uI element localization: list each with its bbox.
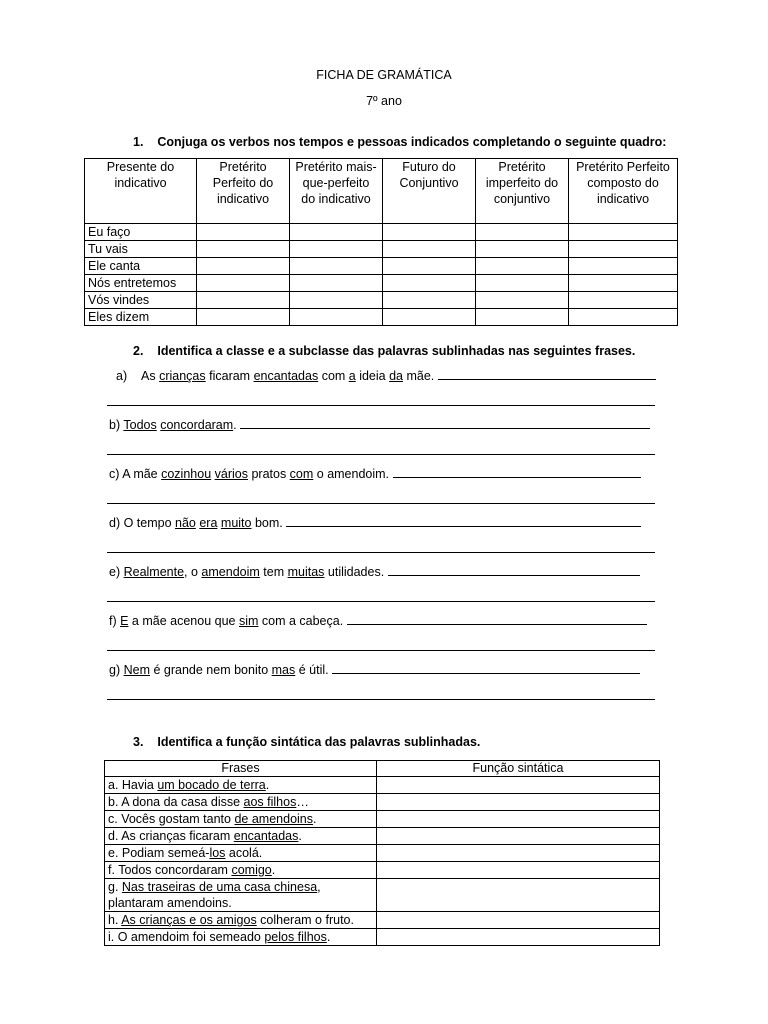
sentence-e <box>109 564 640 579</box>
text: bom. <box>251 516 283 530</box>
table-row <box>85 258 678 275</box>
underlined-word: vários <box>214 467 248 481</box>
underlined-word: a <box>348 369 356 383</box>
grade-label: 7º ano <box>366 94 402 108</box>
underlined-word: não <box>175 516 196 530</box>
question-2-number: 2. <box>133 344 144 358</box>
underlined-phrase: As crianças e os amigos <box>121 913 257 927</box>
sentence-cell <box>105 794 377 811</box>
text: a mãe acenou que <box>128 614 239 628</box>
answer-cell[interactable] <box>476 241 569 258</box>
text: . <box>271 863 276 877</box>
answer-line[interactable] <box>107 650 655 651</box>
col-header-frases: Frases <box>105 761 377 777</box>
question-3-text: Identifica a função sintática das palavras sublinhadas. <box>157 735 481 749</box>
answer-cell[interactable] <box>197 224 290 241</box>
question-1-text: Conjuga os verbos nos tempos e pessoas indicados completando o seguinte quadro: <box>157 135 667 149</box>
underlined-phrase: comigo <box>231 863 272 877</box>
underlined-word: E <box>120 614 129 628</box>
answer-cell[interactable] <box>197 275 290 292</box>
text: colheram o fruto. <box>256 913 354 927</box>
answer-line[interactable] <box>332 662 640 674</box>
answer-cell[interactable] <box>290 241 383 258</box>
text: . <box>233 418 237 432</box>
text: plantaram amendoins. <box>108 896 232 910</box>
sentence-cell <box>105 777 377 794</box>
answer-cell[interactable] <box>377 862 660 879</box>
underlined-phrase: aos filhos <box>243 795 297 809</box>
underlined-word: crianças <box>159 369 206 383</box>
answer-cell[interactable] <box>383 275 476 292</box>
answer-cell[interactable] <box>377 811 660 828</box>
worksheet-title: FICHA DE GRAMÁTICA <box>316 68 452 82</box>
sentence-cell <box>105 912 377 929</box>
item-label: g) <box>109 663 124 677</box>
answer-cell[interactable] <box>377 845 660 862</box>
syntactic-function-table <box>104 760 660 946</box>
text: utilidades. <box>324 565 385 579</box>
sentence-cell <box>105 845 377 862</box>
answer-cell[interactable] <box>290 292 383 309</box>
sentence-cell <box>105 929 377 946</box>
row-label: Nós entretemos <box>85 275 197 292</box>
item-label: f) <box>109 614 121 628</box>
item-label: e) <box>109 565 124 579</box>
text: o amendoim. <box>313 467 390 481</box>
sentence-b <box>109 417 650 432</box>
item-label: c) A mãe <box>109 467 162 481</box>
answer-line[interactable] <box>107 601 655 602</box>
answer-cell[interactable] <box>383 309 476 326</box>
underlined-phrase: encantadas <box>233 829 299 843</box>
question-1 <box>133 135 666 149</box>
answer-cell[interactable] <box>383 241 476 258</box>
text: As <box>141 369 160 383</box>
answer-cell[interactable] <box>377 794 660 811</box>
item-label: a) <box>116 369 128 383</box>
answer-cell[interactable] <box>383 224 476 241</box>
underlined-word: da <box>389 369 403 383</box>
item-label: b) <box>109 418 124 432</box>
sentence-g <box>109 662 640 677</box>
underlined-phrase: de amendoins <box>234 812 313 826</box>
underlined-word: Nem <box>123 663 150 677</box>
sentence-cell <box>105 879 377 912</box>
answer-cell[interactable] <box>290 275 383 292</box>
underlined-word: com <box>289 467 314 481</box>
answer-cell[interactable] <box>197 241 290 258</box>
sentence-a <box>116 368 656 383</box>
answer-cell[interactable] <box>197 258 290 275</box>
answer-cell[interactable] <box>569 224 678 241</box>
underlined-word: encantadas <box>253 369 319 383</box>
question-3 <box>133 735 480 749</box>
text: . <box>326 930 331 944</box>
col-header: Pretérito mais-que-perfeito do indicativo <box>290 159 383 224</box>
row-label: Vós vindes <box>85 292 197 309</box>
underlined-word: muito <box>220 516 252 530</box>
answer-line[interactable] <box>107 454 655 455</box>
text: é grande nem bonito <box>150 663 272 677</box>
answer-cell[interactable] <box>290 309 383 326</box>
item-label: d) O tempo <box>109 516 175 530</box>
row-label: Eles dizem <box>85 309 197 326</box>
text: é útil. <box>295 663 329 677</box>
text: tem <box>259 565 288 579</box>
answer-cell[interactable] <box>197 309 290 326</box>
conjugation-table <box>84 158 678 326</box>
text: mãe. <box>403 369 435 383</box>
text: f. Todos concordaram <box>108 863 232 877</box>
answer-cell[interactable] <box>476 224 569 241</box>
answer-cell[interactable] <box>569 258 678 275</box>
table-row <box>105 862 660 879</box>
row-label: Ele canta <box>85 258 197 275</box>
question-3-number: 3. <box>133 735 144 749</box>
text: , o <box>184 565 202 579</box>
underlined-phrase: pelos filhos <box>264 930 327 944</box>
col-header: Futuro do Conjuntivo <box>383 159 476 224</box>
col-header: Pretérito Perfeito composto do indicativo <box>569 159 678 224</box>
text: . <box>265 778 270 792</box>
table-row <box>105 879 660 912</box>
text: , <box>317 880 321 894</box>
sentence-f <box>109 613 647 628</box>
row-label: Eu faço <box>85 224 197 241</box>
table-row <box>85 275 678 292</box>
answer-line[interactable] <box>107 699 655 700</box>
text: i. O amendoim foi semeado <box>108 930 265 944</box>
table-row <box>85 224 678 241</box>
table-header-row <box>105 761 660 777</box>
text: . <box>313 812 317 826</box>
underlined-word: era <box>199 516 218 530</box>
table-row <box>85 309 678 326</box>
answer-line[interactable] <box>107 503 655 504</box>
text: d. As crianças ficaram <box>108 829 234 843</box>
text: c. Vocês gostam tanto <box>108 812 235 826</box>
underlined-word: muitas <box>287 565 325 579</box>
table-row <box>105 845 660 862</box>
underlined-word: cozinhou <box>161 467 212 481</box>
underlined-word: concordaram <box>160 418 234 432</box>
table-row <box>105 828 660 845</box>
text: com a cabeça. <box>258 614 344 628</box>
answer-cell[interactable] <box>383 292 476 309</box>
sentence-cell <box>105 811 377 828</box>
answer-line[interactable] <box>107 552 655 553</box>
col-header: Presente do indicativo <box>85 159 197 224</box>
text: com <box>318 369 349 383</box>
question-2 <box>133 344 635 358</box>
answer-line[interactable] <box>240 417 650 429</box>
answer-line[interactable] <box>438 368 656 380</box>
answer-cell[interactable] <box>377 828 660 845</box>
answer-cell[interactable] <box>476 309 569 326</box>
underlined-word: Todos <box>123 418 157 432</box>
table-row <box>105 811 660 828</box>
table-row <box>105 777 660 794</box>
table-row <box>105 929 660 946</box>
question-1-number: 1. <box>133 135 144 149</box>
text: h. <box>108 913 122 927</box>
underlined-word: Realmente <box>123 565 185 579</box>
answer-cell[interactable] <box>476 292 569 309</box>
table-row <box>85 241 678 258</box>
text: acolá. <box>225 846 263 860</box>
table-row <box>105 912 660 929</box>
answer-cell[interactable] <box>197 292 290 309</box>
answer-cell[interactable] <box>383 258 476 275</box>
answer-line[interactable] <box>347 613 647 625</box>
col-header-funcao: Função sintática <box>377 761 660 777</box>
sentence-cell <box>105 828 377 845</box>
answer-line[interactable] <box>286 515 641 527</box>
answer-cell[interactable] <box>290 258 383 275</box>
col-header: Pretérito imperfeito do conjuntivo <box>476 159 569 224</box>
answer-cell[interactable] <box>569 292 678 309</box>
row-label: Tu vais <box>85 241 197 258</box>
text: g. <box>108 880 122 894</box>
sentence-d <box>109 515 641 530</box>
answer-line[interactable] <box>107 405 655 406</box>
table-row <box>85 292 678 309</box>
underlined-phrase: um bocado de terra <box>157 778 266 792</box>
answer-cell[interactable] <box>569 275 678 292</box>
text: b. A dona da casa disse <box>108 795 244 809</box>
sentence-cell <box>105 862 377 879</box>
answer-cell[interactable] <box>377 879 660 912</box>
text: e. Podiam semeá- <box>108 846 210 860</box>
sentence-c <box>109 466 641 481</box>
table-header-row <box>85 159 678 224</box>
text: a. Havia <box>108 778 158 792</box>
text: ficaram <box>205 369 254 383</box>
text: . <box>298 829 302 843</box>
answer-cell[interactable] <box>290 224 383 241</box>
answer-line[interactable] <box>393 466 641 478</box>
underlined-word: mas <box>271 663 296 677</box>
underlined-word: sim <box>238 614 259 628</box>
answer-cell[interactable] <box>377 912 660 929</box>
answer-cell[interactable] <box>476 275 569 292</box>
answer-cell[interactable] <box>569 309 678 326</box>
underlined-phrase: los <box>209 846 226 860</box>
text: pratos <box>247 467 290 481</box>
answer-cell[interactable] <box>569 241 678 258</box>
text: ideia <box>355 369 390 383</box>
col-header: Pretérito Perfeito do indicativo <box>197 159 290 224</box>
underlined-phrase: Nas traseiras de uma casa chinesa <box>121 880 318 894</box>
answer-line[interactable] <box>388 564 640 576</box>
answer-cell[interactable] <box>377 929 660 946</box>
table-row <box>105 794 660 811</box>
answer-cell[interactable] <box>377 777 660 794</box>
underlined-word: amendoim <box>201 565 260 579</box>
question-2-text: Identifica a classe e a subclasse das palavras sublinhadas nas seguintes frases. <box>157 344 636 358</box>
text: … <box>296 795 309 809</box>
answer-cell[interactable] <box>476 258 569 275</box>
